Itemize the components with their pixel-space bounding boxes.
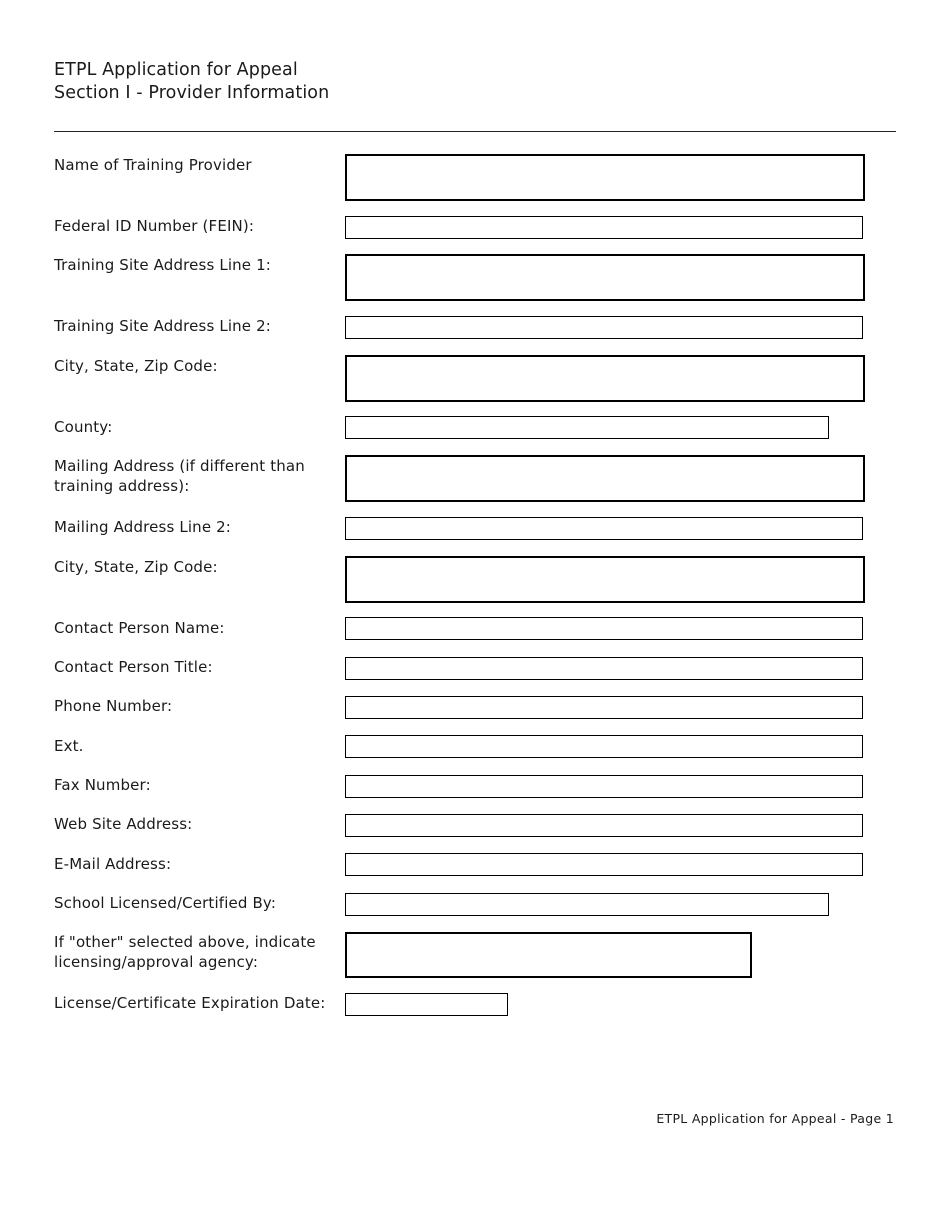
mailing-city-state-zip-field[interactable]	[345, 556, 865, 603]
fax-field[interactable]	[345, 775, 863, 798]
county-field[interactable]	[345, 416, 829, 439]
mailing-address-line2-field[interactable]	[345, 517, 863, 540]
other-agency-field[interactable]	[345, 932, 752, 978]
mailing-address-label: Mailing Address (if different than training address):	[54, 457, 305, 495]
mailing-city-state-zip-label: City, State, Zip Code:	[54, 558, 218, 576]
site-city-state-zip-field[interactable]	[345, 355, 865, 402]
ext-field[interactable]	[345, 735, 863, 758]
form-title: ETPL Application for Appeal	[54, 60, 298, 80]
county-label: County:	[54, 418, 113, 436]
phone-label: Phone Number:	[54, 697, 173, 715]
provider-name-field[interactable]	[345, 154, 865, 201]
page-header	[54, 59, 329, 105]
site-address-line1-field[interactable]	[345, 254, 865, 301]
section-title: Section I - Provider Information	[54, 83, 330, 103]
site-address-line1-label: Training Site Address Line 1:	[54, 256, 272, 274]
expiration-date-field[interactable]	[345, 993, 508, 1016]
email-label: E-Mail Address:	[54, 855, 172, 873]
fein-label: Federal ID Number (FEIN):	[54, 217, 255, 235]
mailing-address-field[interactable]	[345, 455, 865, 502]
licensed-by-field[interactable]	[345, 893, 829, 916]
site-address-line2-label: Training Site Address Line 2:	[54, 317, 272, 335]
ext-label: Ext.	[54, 737, 84, 755]
site-city-state-zip-label: City, State, Zip Code:	[54, 357, 218, 375]
contact-name-field[interactable]	[345, 617, 863, 640]
email-field[interactable]	[345, 853, 863, 876]
contact-name-label: Contact Person Name:	[54, 619, 225, 637]
site-address-line2-field[interactable]	[345, 316, 863, 339]
fein-field[interactable]	[345, 216, 863, 239]
provider-name-label: Name of Training Provider	[54, 156, 252, 174]
other-agency-label: If "other" selected above, indicate licensing/approval agency:	[54, 933, 316, 971]
website-field[interactable]	[345, 814, 863, 837]
expiration-date-label: License/Certificate Expiration Date:	[54, 994, 326, 1012]
contact-title-field[interactable]	[345, 657, 863, 680]
licensed-by-label: School Licensed/Certified By:	[54, 894, 277, 912]
contact-title-label: Contact Person Title:	[54, 658, 213, 676]
mailing-address-line2-label: Mailing Address Line 2:	[54, 518, 232, 536]
website-label: Web Site Address:	[54, 815, 193, 833]
phone-field[interactable]	[345, 696, 863, 719]
page-footer: ETPL Application for Appeal - Page 1	[656, 1111, 894, 1126]
fax-label: Fax Number:	[54, 776, 151, 794]
header-divider	[54, 131, 896, 132]
